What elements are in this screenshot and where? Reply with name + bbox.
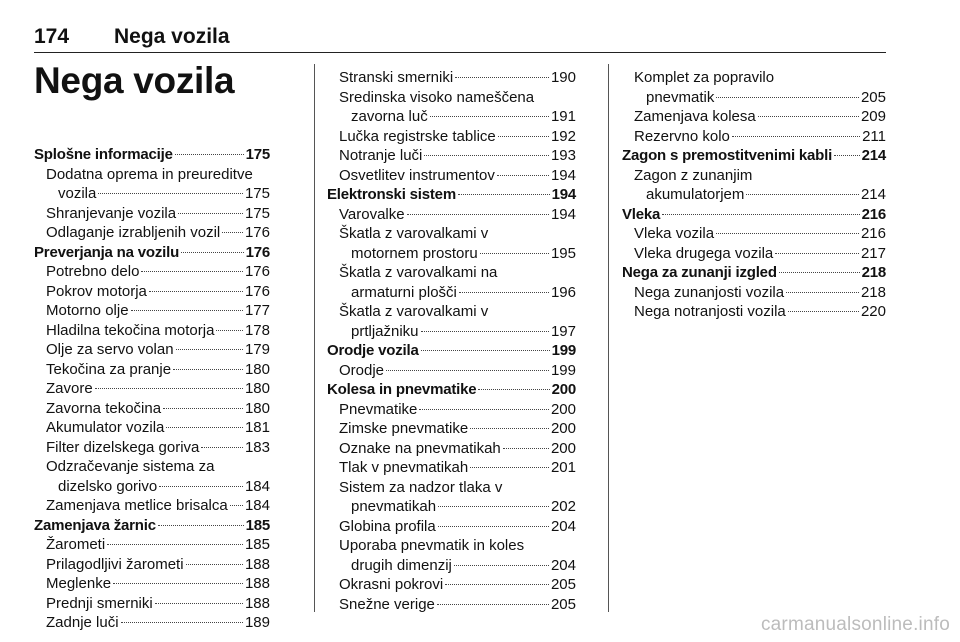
dot-leader — [149, 291, 243, 292]
toc-entry-title: Uporaba pnevmatik in koles — [339, 537, 525, 554]
dot-leader — [113, 583, 243, 584]
column-divider — [608, 64, 609, 612]
toc-entry — [327, 302, 576, 322]
toc-entry-title: Dodatna oprema in preureditve — [46, 165, 253, 183]
toc-entry-title: motornem prostoru — [351, 244, 478, 262]
toc-entry[interactable] — [327, 244, 576, 264]
toc-entry[interactable] — [34, 282, 270, 302]
toc-entry[interactable] — [34, 204, 270, 224]
dot-leader — [407, 214, 549, 215]
dot-leader — [419, 409, 549, 410]
toc-entry — [622, 166, 886, 186]
toc-section-title: Preverjanja na vozilu — [34, 243, 180, 261]
dot-leader — [497, 175, 549, 176]
toc-entry[interactable] — [34, 438, 270, 458]
toc-page-number: 200 — [550, 400, 576, 418]
toc-entry-title: Sredinska visoko nameščena — [339, 88, 535, 106]
toc-entry[interactable] — [622, 283, 886, 303]
toc-entry-title: Škatla z varovalkami v — [339, 303, 489, 320]
toc-entry-title: vozila — [58, 185, 97, 202]
toc-page-number: 185 — [245, 516, 270, 534]
toc-entry-title: Potrebno delo — [46, 263, 140, 280]
toc-entry[interactable] — [327, 166, 576, 186]
dot-leader — [445, 584, 549, 585]
watermark: carmanualsonline.info — [760, 614, 950, 635]
toc-entry-title: Notranje luči — [339, 147, 423, 164]
toc-entry-title: Škatla z varovalkami na — [339, 264, 498, 281]
toc-entry — [327, 224, 576, 244]
toc-page-number: 211 — [862, 127, 886, 145]
toc-column-1 — [34, 145, 270, 633]
toc-entry[interactable] — [34, 574, 270, 594]
toc-page-number: 180 — [244, 360, 270, 378]
toc-entry-title: Nega zunanjosti vozila — [634, 283, 785, 301]
dot-leader — [834, 155, 859, 156]
dot-leader — [437, 604, 549, 605]
toc-page-number: 192 — [550, 127, 576, 145]
dot-leader — [786, 292, 859, 293]
dot-leader — [176, 349, 243, 350]
toc-entry[interactable] — [622, 127, 886, 147]
dot-leader — [421, 331, 549, 332]
dot-leader — [430, 116, 549, 117]
toc-page-number: 181 — [244, 419, 270, 436]
toc-entry[interactable] — [34, 613, 270, 633]
toc-entry-title: akumulatorjem — [646, 186, 745, 203]
toc-page-number: 175 — [244, 185, 270, 202]
toc-entry[interactable] — [34, 399, 270, 419]
dot-leader — [222, 232, 243, 233]
dot-leader — [788, 311, 859, 312]
toc-entry-title: prtljažniku — [351, 322, 419, 340]
dot-leader — [166, 427, 243, 428]
dot-leader — [421, 350, 550, 351]
dot-leader — [178, 213, 243, 214]
toc-entry[interactable] — [327, 322, 576, 342]
toc-section-heading[interactable] — [327, 185, 576, 205]
dot-leader — [470, 467, 549, 468]
dot-leader — [155, 603, 243, 604]
toc-page-number: 193 — [550, 147, 576, 164]
toc-entry — [327, 536, 576, 556]
toc-entry-title: Oznake na pnevmatikah — [339, 439, 501, 457]
dot-leader — [201, 447, 243, 448]
toc-entry-title: Zavorna tekočina — [46, 399, 162, 417]
dot-leader — [95, 388, 243, 389]
toc-page-number: 180 — [244, 399, 270, 417]
toc-page-number: 194 — [550, 166, 576, 184]
toc-entry[interactable] — [327, 127, 576, 147]
dot-leader — [459, 292, 549, 293]
toc-column-2 — [327, 68, 576, 614]
dot-leader — [503, 448, 549, 449]
toc-section-title: Splošne informacije — [34, 146, 173, 163]
dot-leader — [173, 369, 243, 370]
dot-leader — [775, 253, 859, 254]
dot-leader — [181, 252, 244, 253]
toc-entry-title: Škatla z varovalkami v — [339, 225, 489, 242]
toc-page-number: 177 — [244, 302, 270, 319]
toc-page-number: 214 — [860, 186, 886, 203]
dot-leader — [98, 193, 243, 194]
toc-entry-title: Motorno olje — [46, 302, 129, 319]
toc-page-number: 220 — [860, 303, 886, 320]
toc-page-number: 217 — [860, 244, 886, 262]
header-title: Nega vozila — [114, 25, 230, 48]
toc-section-heading[interactable] — [327, 380, 576, 400]
toc-page-number: 214 — [861, 147, 886, 164]
toc-entry — [622, 68, 886, 88]
toc-section-heading[interactable] — [34, 145, 270, 165]
toc-page-number: 205 — [550, 576, 576, 593]
toc-entry-title: Prilagodljivi žarometi — [46, 555, 184, 573]
dot-leader — [230, 505, 243, 506]
dot-leader — [732, 136, 860, 137]
toc-entry[interactable] — [622, 88, 886, 108]
toc-entry[interactable] — [622, 224, 886, 244]
toc-page-number: 204 — [550, 517, 576, 535]
toc-entry-title: Sistem za nadzor tlaka v — [339, 478, 503, 496]
toc-entry-title: Zavore — [46, 380, 93, 397]
toc-entry[interactable] — [34, 184, 270, 204]
toc-entry-title: Meglenke — [46, 575, 112, 592]
dot-leader — [716, 233, 859, 234]
toc-entry — [34, 457, 270, 477]
toc-entry-title: Olje za servo volan — [46, 341, 174, 358]
dot-leader — [438, 526, 549, 527]
column-divider — [314, 64, 315, 612]
dot-leader — [438, 506, 549, 507]
toc-entry — [327, 478, 576, 498]
dot-leader — [662, 214, 859, 215]
toc-page-number: 195 — [550, 244, 576, 262]
toc-page-number: 183 — [244, 438, 270, 456]
toc-page-number: 179 — [244, 341, 270, 358]
toc-entry-title: Filter dizelskega goriva — [46, 438, 200, 456]
toc-entry[interactable] — [622, 302, 886, 322]
toc-entry[interactable] — [34, 223, 270, 243]
page-title: Nega vozila — [34, 60, 235, 101]
toc-entry-title: Osvetlitev instrumentov — [339, 166, 495, 184]
toc-entry-title: dizelsko gorivo — [58, 477, 158, 495]
toc-entry[interactable] — [34, 301, 270, 321]
toc-entry-title: Snežne verige — [339, 595, 435, 613]
dot-leader — [107, 544, 243, 545]
dot-leader — [158, 525, 244, 526]
toc-page-number: 180 — [244, 380, 270, 397]
dot-leader — [716, 97, 859, 98]
dot-leader — [186, 564, 243, 565]
page-number: 174 — [34, 25, 70, 48]
toc-entry[interactable] — [34, 555, 270, 575]
toc-entry-title: pnevmatik — [646, 88, 715, 106]
toc-entry-title: Okrasni pokrovi — [339, 576, 444, 593]
dot-leader — [141, 271, 243, 272]
dot-leader — [498, 136, 549, 137]
toc-entry-title: drugih dimenzij — [351, 556, 452, 574]
toc-section-heading[interactable] — [622, 205, 886, 225]
toc-page-number: 200 — [551, 381, 576, 398]
toc-entry[interactable] — [327, 107, 576, 127]
toc-entry[interactable] — [327, 361, 576, 381]
toc-page-number: 190 — [550, 69, 576, 86]
toc-entry-title: Žarometi — [46, 536, 106, 553]
toc-entry-title: Odlaganje izrabljenih vozil — [46, 224, 221, 241]
toc-page-number: 194 — [551, 186, 576, 203]
dot-leader — [779, 272, 860, 273]
dot-leader — [458, 194, 550, 195]
dot-leader — [758, 116, 859, 117]
toc-page-number: 184 — [244, 497, 270, 514]
toc-page-number: 216 — [860, 225, 886, 242]
toc-entry[interactable] — [327, 283, 576, 303]
toc-page-number: 176 — [245, 243, 270, 261]
toc-entry-title: Shranjevanje vozila — [46, 204, 177, 222]
toc-entry[interactable] — [34, 379, 270, 399]
toc-page-number: 202 — [550, 498, 576, 515]
toc-entry — [34, 165, 270, 185]
toc-entry-title: Zamenjava metlice brisalca — [46, 497, 228, 514]
toc-entry-title: Rezervno kolo — [634, 127, 730, 145]
toc-entry-title: Lučka registrske tablice — [339, 127, 496, 145]
toc-section-heading[interactable] — [34, 243, 270, 263]
toc-page-number: 185 — [244, 536, 270, 553]
toc-entry[interactable] — [327, 556, 576, 576]
dot-leader — [454, 565, 549, 566]
dot-leader — [131, 310, 243, 311]
toc-entry[interactable] — [327, 458, 576, 478]
toc-entry[interactable] — [327, 497, 576, 517]
dot-leader — [121, 622, 243, 623]
toc-entry-title: zavorna luč — [351, 108, 428, 125]
toc-section-title: Nega za zunanji izgled — [622, 264, 777, 281]
toc-entry[interactable] — [327, 439, 576, 459]
toc-page-number: 176 — [244, 224, 270, 241]
toc-page-number: 184 — [244, 477, 270, 495]
page-header — [34, 22, 886, 53]
toc-entry[interactable] — [622, 185, 886, 205]
toc-entry[interactable] — [34, 360, 270, 380]
toc-entry-title: Odzračevanje sistema za — [46, 458, 215, 475]
toc-entry[interactable] — [34, 321, 270, 341]
toc-section-heading[interactable] — [34, 516, 270, 536]
dot-leader — [163, 408, 243, 409]
dot-leader — [386, 370, 549, 371]
toc-entry-title: Akumulator vozila — [46, 419, 165, 436]
toc-entry[interactable] — [34, 340, 270, 360]
toc-entry-title: pnevmatikah — [351, 498, 437, 515]
toc-section-title: Vleka — [622, 205, 661, 223]
toc-page-number: 216 — [861, 205, 886, 223]
dot-leader — [424, 155, 549, 156]
toc-page-number: 176 — [244, 282, 270, 300]
toc-entry-title: Prednji smerniki — [46, 594, 153, 612]
toc-entry-title: Stranski smerniki — [339, 69, 454, 86]
toc-entry-title: Hladilna tekočina motorja — [46, 321, 215, 339]
toc-section-heading[interactable] — [327, 341, 576, 361]
toc-section-title: Zamenjava žarnic — [34, 516, 156, 534]
toc-entry-title: armaturni plošči — [351, 283, 457, 301]
toc-page-number: 175 — [245, 146, 270, 163]
toc-entry-title: Zamenjava kolesa — [634, 108, 756, 125]
toc-section-heading[interactable] — [622, 263, 886, 283]
toc-section-heading[interactable] — [622, 146, 886, 166]
dot-leader — [478, 389, 549, 390]
toc-entry-title: Komplet za popravilo — [634, 69, 775, 86]
toc-page-number: 218 — [861, 264, 886, 281]
toc-page-number: 191 — [550, 108, 576, 125]
dot-leader — [159, 486, 243, 487]
dot-leader — [455, 77, 549, 78]
toc-page-number: 176 — [244, 263, 270, 280]
toc-entry[interactable] — [327, 419, 576, 439]
toc-entry-title: Zadnje luči — [46, 614, 119, 631]
toc-entry[interactable] — [327, 517, 576, 537]
toc-entry[interactable] — [327, 400, 576, 420]
toc-entry[interactable] — [327, 68, 576, 88]
toc-entry[interactable] — [34, 535, 270, 555]
toc-page-number: 218 — [860, 283, 886, 301]
toc-page-number: 178 — [244, 321, 270, 339]
toc-entry-title: Vleka drugega vozila — [634, 244, 774, 262]
toc-page-number: 196 — [550, 283, 576, 301]
toc-page-number: 199 — [551, 342, 576, 359]
toc-page-number: 205 — [860, 88, 886, 106]
toc-entry-title: Zimske pnevmatike — [339, 420, 469, 437]
toc-page-number: 188 — [244, 555, 270, 573]
toc-entry-title: Zagon z zunanjim — [634, 166, 753, 184]
toc-entry-title: Nega notranjosti vozila — [634, 303, 786, 320]
toc-entry-title: Globina profila — [339, 517, 436, 535]
toc-entry — [327, 263, 576, 283]
toc-section-title: Orodje vozila — [327, 342, 419, 359]
toc-page-number: 175 — [244, 204, 270, 222]
toc-entry[interactable] — [622, 244, 886, 264]
toc-page-number: 200 — [550, 439, 576, 457]
toc-page-number: 188 — [244, 594, 270, 612]
dot-leader — [480, 253, 549, 254]
toc-section-title: Zagon s premostitvenimi kabli — [622, 147, 833, 164]
toc-column-3 — [622, 68, 886, 322]
toc-entry-title: Tekočina za pranje — [46, 360, 172, 378]
toc-page-number: 189 — [244, 614, 270, 631]
toc-page-number: 197 — [550, 322, 576, 340]
toc-page-number: 204 — [550, 556, 576, 574]
dot-leader — [216, 330, 243, 331]
toc-page-number: 194 — [550, 205, 576, 223]
toc-entry-title: Pokrov motorja — [46, 282, 147, 300]
toc-page-number: 205 — [550, 595, 576, 613]
toc-entry[interactable] — [327, 146, 576, 166]
toc-entry-title: Orodje — [339, 361, 385, 379]
toc-entry[interactable] — [327, 205, 576, 225]
toc-entry — [327, 88, 576, 108]
toc-entry[interactable] — [34, 477, 270, 497]
toc-entry[interactable] — [34, 594, 270, 614]
toc-section-title: Elektronski sistem — [327, 186, 456, 203]
toc-section-title: Kolesa in pnevmatike — [327, 381, 477, 398]
dot-leader — [746, 194, 859, 195]
toc-entry[interactable] — [34, 418, 270, 438]
toc-entry[interactable] — [622, 107, 886, 127]
toc-page-number: 199 — [550, 361, 576, 379]
dot-leader — [175, 154, 244, 155]
toc-entry-title: Tlak v pnevmatikah — [339, 459, 469, 476]
toc-entry-title: Pnevmatike — [339, 400, 418, 418]
toc-page-number: 200 — [550, 420, 576, 437]
toc-page-number: 209 — [860, 108, 886, 125]
dot-leader — [470, 428, 549, 429]
toc-entry[interactable] — [327, 575, 576, 595]
toc-page-number: 201 — [550, 459, 576, 476]
toc-entry[interactable] — [327, 595, 576, 615]
toc-page-number: 188 — [244, 575, 270, 592]
toc-entry-title: Vleka vozila — [634, 225, 715, 242]
toc-entry[interactable] — [34, 496, 270, 516]
toc-entry-title: Varovalke — [339, 205, 405, 223]
toc-entry[interactable] — [34, 262, 270, 282]
